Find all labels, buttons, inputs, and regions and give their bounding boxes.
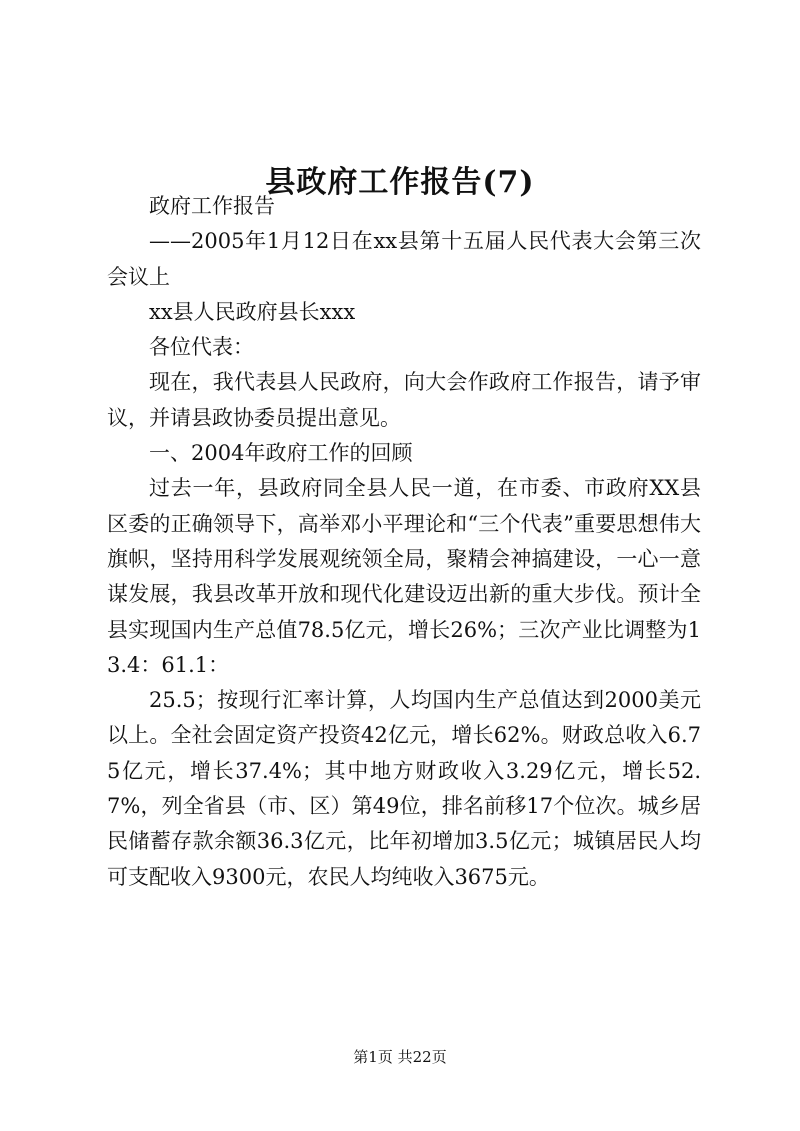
paragraph-salutation: 各位代表： <box>149 335 254 360</box>
document-title: 县政府工作报告(7) <box>265 165 535 201</box>
paragraph-heading: 政府工作报告 <box>149 194 275 218</box>
document-body <box>107 189 701 895</box>
page-footer: 第1页 共22页 <box>353 1048 447 1066</box>
paragraph-subtitle: ——2005年1月12日在xx县第十五届人民代表大会第三次会议上 <box>107 229 701 289</box>
paragraph-intro: 现在，我代表县人民政府，向大会作政府工作报告，请予审议，并请县政协委员提出意见。 <box>107 370 701 430</box>
section-heading: 一、2004年政府工作的回顾 <box>149 441 413 466</box>
paragraph-author: xx县人民政府县长xxx <box>149 299 356 324</box>
paragraph-statistics: 25.5；按现行汇率计算，人均国内生产总值达到2000美元以上。全社会固定资产投资42亿元，增长62%。财政总收入6.75亿元，增长37.4%；其中地方财政收入3.29亿元，增长52.7%，列全省县（市、区）第49位，排名前移17个位次。城乡居民储蓄存款余额36.3亿元，比年初增加3.5亿元；城镇居民人均可支配收入9300元，农民人均纯收入3675元。 <box>107 688 701 889</box>
paragraph-review: 过去一年，县政府同全县人民一道，在市委、市政府XX县区委的正确领导下，高举邓小平理论和“三个代表”重要思想伟大旗帜，坚持用科学发展观统领全局，聚精会神搞建设，一心一意谋发展，我县改革开放和现代化建设迈出新的重大步伐。预计全县实现国内生产总值78.5亿元，增长26%；三次产业比调整为13.4：61.1： <box>107 476 701 677</box>
